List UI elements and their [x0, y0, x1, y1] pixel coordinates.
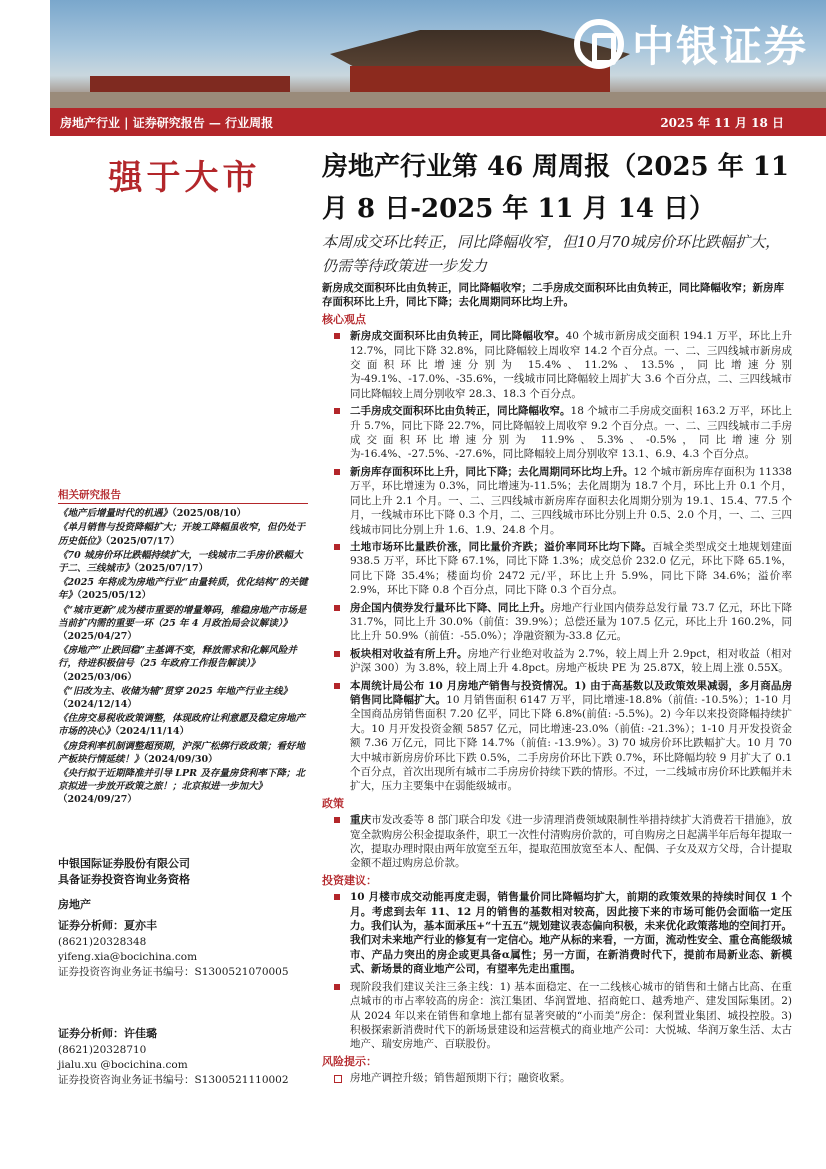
- related-report-title: 《“城市更新”成为楼市重要的增量筹码，维稳房地产市场是当前扩内需的重要一环（25 年 4 月政治局会议解读）》: [58, 604, 307, 629]
- related-report-date: （2024/09/27）: [58, 794, 137, 806]
- invest-item-text: 现阶段我们建议关注三条主线：1) 基本面稳定、在一二线核心城市的销售和土储占比高、在重点城市的市占率较高的房企：滨江集团、华润置地、招商蛇口、越秀地产、建发国际集团。2) 从 2024 年以来在销售和拿地上都有显著突破的“小而美”房企：保利置业集团、城投控股。3) 积极探索新消费时代下的新场景建设和运营模式的商业地产公司：大悦城、华润万象生活、太古地产、瑞安房地产、百联股份。: [350, 980, 792, 1051]
- analyst-email[interactable]: yifeng.xia@bocichina.com: [58, 951, 198, 963]
- company-name: 中银国际证券股份有限公司: [58, 857, 190, 870]
- company-info: [58, 856, 308, 888]
- rating-box: [57, 140, 312, 208]
- analyst-1: [58, 918, 308, 980]
- invest-item-lead: 10 月楼市成交动能再度走弱，销售量价同比降幅均扩大，前期的政策效果的持续时间仅 1 个月。考虑到去年 11、12 月的销售的基数相对较高，因此接下来的市场可能仍会面临一定压力。我们认为，基本面承压+“十五五”规划建议表态偏向积极，未来优化政策落地的空间打开。我们对未来地产行业的修复有一定信心。地产从标的来看，一方面，流动性安全、重仓高能级城市、产品力突出的房企或更具备α属性；另一方面，在新消费时代下，提前布局新业态、新模式、新场景的商业地产公司，有望率先走出重围。: [350, 891, 792, 976]
- analyst-cert: 证券投资咨询业务证书编号：S1300521110002: [58, 1074, 289, 1086]
- related-report-title: 《房贷利率机制调整超预期，沪深广松绑行政政策；看好地产板块行情延续！》: [58, 740, 306, 765]
- core-heading: 核心观点: [322, 312, 366, 326]
- policy-list: [322, 813, 792, 871]
- related-report-link[interactable]: [58, 767, 308, 807]
- related-report-title: 《地产后增量时代的机遇》: [58, 508, 173, 520]
- header-banner: [50, 0, 826, 108]
- related-report-date: （2025/04/27）: [58, 631, 137, 643]
- core-item: [322, 540, 792, 598]
- related-report-date: （2025/03/06）: [58, 671, 137, 683]
- core-list: [322, 329, 792, 794]
- risk-item: [322, 1071, 792, 1085]
- courtyard-image: [50, 92, 826, 108]
- page-title: 房地产行业第 46 周周报（2025 年 11 月 8 日-2025 年 11 月 14 日）: [322, 152, 789, 224]
- company-qualification: 具备证券投资咨询业务资格: [58, 873, 190, 886]
- related-report-link[interactable]: [58, 644, 308, 684]
- core-item-text: 百城全类型成交土地规划建面 938.5 万平，环比下降 67.1%，同比下降 1.3%；成交总价 232.0 亿元，环比下降 65.1%，同比下降 35.4%；楼面均价 2472 元/平，环比上升 5.9%，同比下降 34.6%；溢价率 2.9%，环比下降 0.8 个百分点，同比下降 0.3 个百分点。: [350, 540, 793, 597]
- analyst-phone: (8621)20328348: [58, 936, 147, 948]
- brand-logo: [574, 14, 808, 74]
- core-item-text: 40 个城市新房成交面积 194.1 万平，环比上升 12.7%，同比下降 32.8%，同比降幅较上周收窄 14.2 个百分点。一、二、三四线城市新房成交面积环比增速分别为 15.4%、11.2%、13.5%，同比增速分别为-49.1%、-17.0%、-35.6%，一线城市同比降幅较上周扩大 3.6 个百分点，二、三四线城市同比降幅较上周分别收窄 28.3、18.3 个百分点。: [350, 330, 792, 400]
- related-heading: 相关研究报告: [58, 489, 308, 504]
- related-report-link[interactable]: [58, 576, 308, 602]
- related-report-link[interactable]: [58, 507, 308, 520]
- summary: 新房成交面积环比由负转正，同比降幅收窄；二手房成交面积环比由负转正，同比降幅收窄；新房库存面积环比上升，同比下降；去化周期同环比均上升。: [322, 282, 784, 309]
- core-item-lead: 新房库存面积环比上升，同比下降；去化周期同环比均上升。: [350, 465, 634, 478]
- related-report-title: 《2025 年将成为房地产行业“由量转质，优化结构”的关键年》: [58, 577, 308, 602]
- boc-logo-icon: [574, 19, 624, 69]
- core-item-text: 房地产行业绝对收益为 2.7%，较上周上升 2.9pct，相对收益（相对沪深 300）为 3.8%，较上周上升 4.8pct。房地产板块 PE 为 25.87X，较上周上涨 0.55X。: [350, 647, 793, 675]
- related-report-link[interactable]: [58, 712, 308, 738]
- core-item: [322, 404, 792, 462]
- invest-heading: 投资建议：: [322, 873, 377, 887]
- related-report-title: 《住房交易税收政策调整，体现政府让利意愿及稳定房地产市场的决心》: [58, 713, 306, 738]
- core-item: [322, 329, 792, 401]
- risk-heading: 风险提示：: [322, 1054, 377, 1068]
- risk-item-text: 房地产调控升级；销售超预期下行；融资收紧。: [350, 1072, 571, 1085]
- core-item-lead: 新房成交面积环比由负转正，同比降幅收窄。: [350, 330, 566, 343]
- core-item-text: 10 月销售面积 6147 万平，同比增速-18.8%（前值: -10.5%）；1-10 月全国商品房销售面积 7.20 亿平，同比下降 6.8%(前值: -5.5%)。2) 今年以来投资降幅持续扩大。10 月开发投资金额 5857 亿元，同比增速-23.0%（前值: -21.3%）；1-10 月开发投资金额 7.36 万亿元，同比下降 14.7%（前值: -13.9%）。3) 70 城房价环比跌幅扩大。10 月 70 大中城市新房房价环比下跌 0.5%，二手房房价环比下跌 0.7%，环比降幅均较 9 月扩大了 0.1 个百分点，首次出现所有城市二手房房价持续下跌的情形。不过，一二线城市房价环比跌幅并未扩大，压力主要集中在弱能级城市。: [350, 693, 792, 793]
- related-report-date: （2025/07/17）: [105, 535, 180, 547]
- analyst-phone: (8621)20328710: [58, 1044, 147, 1056]
- core-item-lead: 房企国内债券发行量环比下降、同比上升。: [350, 601, 551, 614]
- related-report-link[interactable]: [58, 604, 308, 644]
- related-report-title: 《“旧改为主、收储为辅”贯穿 2025 年地产行业主线》: [58, 685, 292, 697]
- related-report-date: （2025/08/10）: [172, 508, 247, 520]
- related-report-title: 《单月销售与投资降幅扩大；开竣工降幅虽收窄，但仍处于历史低位》: [58, 522, 306, 547]
- brand-name: 中银证券: [631, 22, 808, 71]
- related-report-title: 《70 城房价环比跌幅持续扩大，一线城市二手房价跌幅大于二、三线城市》: [58, 549, 303, 575]
- related-report-link[interactable]: [58, 549, 308, 575]
- page-subtitle: 本周成交环比转正，同比降幅收窄，但10月70城房价环比跌幅扩大，仍需等待政策进一步发力: [322, 233, 781, 275]
- analyst-name: 证券分析师：许佳璐: [58, 1027, 157, 1040]
- core-item-lead: 二手房成交面积环比由负转正，同比降幅收窄。: [350, 405, 571, 418]
- core-item-lead: 土地市场环比量跌价涨，同比量价齐跌；溢价率同环比均下降。: [350, 540, 653, 553]
- policy-item-lead: 重庆: [350, 814, 372, 827]
- core-item: [322, 679, 792, 794]
- report-date: 2025 年 11 月 18 日: [660, 115, 784, 130]
- analyst-email[interactable]: jialu.xu @bocichina.com: [58, 1059, 188, 1071]
- analyst-cert: 证券投资咨询业务证书编号：S1300521070005: [58, 966, 289, 978]
- core-item-text: 18 个城市二手房成交面积 163.2 万平，环比上升 5.7%，同比下降 22.7%，同比降幅较上周收窄 9.2 个百分点。一、二、三四线城市二手房成交面积环比增速分别为 11.9%、5.3%、-0.5%，同比增速分别为-16.4%、-27.5%、-27.6%，同比降幅较上周分别收窄 13.1、6.9、4.3 个百分点。: [350, 405, 793, 461]
- core-item: [322, 601, 792, 644]
- core-item: [322, 647, 792, 676]
- risk-list: [322, 1071, 792, 1085]
- analyst-name: 证券分析师：夏亦丰: [58, 919, 157, 932]
- related-report-date: （2024/11/14）: [115, 726, 190, 738]
- related-report-link[interactable]: [58, 740, 308, 766]
- related-report-date: （2025/07/17）: [134, 563, 209, 575]
- related-reports: [58, 489, 308, 808]
- policy-heading: 政策: [322, 796, 344, 810]
- core-item-lead: 板块相对收益有所上升。: [350, 647, 468, 660]
- rating-label: 强于大市: [108, 157, 261, 198]
- core-item-lead: 本周统计局公布 10 月房地产销售与投资情况。1) 由于高基数以及政策效果减弱，多月商品房销售同比降幅扩大。: [350, 679, 792, 706]
- core-item-text: 房地产行业国内债券总发行量 73.7 亿元，环比下降 31.7%，同比上升 30.0%（前值：39.9%）；总偿还量为 107.5 亿元，环比上升 160.2%，同比上升 50.9%（前值：-55.0%）；净融资额为-33.8 亿元。: [350, 601, 793, 643]
- analyst-2: [58, 1026, 308, 1088]
- core-item: [322, 465, 792, 537]
- invest-item: [322, 980, 792, 1052]
- sector-label: 房地产: [58, 898, 91, 911]
- main-content: [322, 281, 792, 1089]
- report-meta-bar: [50, 108, 826, 136]
- related-report-date: （2024/09/30）: [143, 753, 218, 765]
- policy-item-text: 市发改委等 8 部门联合印发《进一步清理消费领域限制性举措持续扩大消费若干措施》，放宽全款购房公积金提取条件，职工一次性付清购房价款的，可自购房之日起满半年后每年提取一次，提取办理时限由两年放宽至五年，提取范围放宽至本人、配偶、子女及双方父母，合计提取金额不超过购房总价款。: [350, 814, 793, 870]
- core-item-text: 12 个城市新房库存面积为 11338 万平，环比增速为 0.3%，同比增速为-11.5%；去化周期为 18.7 个月，环比上升 0.1 个月，同比上升 2.1 个月。一、二、三四线城市新房库存面积去化周期分别为 19.1、15.4、77.5 个月，一线城市环比下降 0.3 个月，二、三四线城市环比分别上升 0.5、2.0 个月，一、二、三四线城市同比分别上升 1.6、1.9、24.8 个月。: [350, 465, 792, 536]
- related-report-title: 《房地产“止跌回稳”主基调不变，释放需求和化解风险并行，待进积极信号（25 年政府工作报告解读）》: [58, 645, 297, 670]
- related-report-date: （2025/05/12）: [77, 590, 152, 602]
- breadcrumb: 房地产行业 | 证券研究报告 — 行业周报: [60, 115, 274, 130]
- policy-item: [322, 813, 792, 871]
- related-report-date: （2024/12/14）: [58, 699, 137, 711]
- related-report-link[interactable]: [58, 685, 308, 711]
- invest-list: [322, 890, 792, 1051]
- related-report-title: 《央行拟于近期降准并引导 LPR 及存量房贷利率下降；北京拟进一步放开政策之旅！；北京拟进一步加大》: [58, 768, 305, 793]
- invest-item: [322, 890, 792, 976]
- related-report-link[interactable]: [58, 521, 308, 547]
